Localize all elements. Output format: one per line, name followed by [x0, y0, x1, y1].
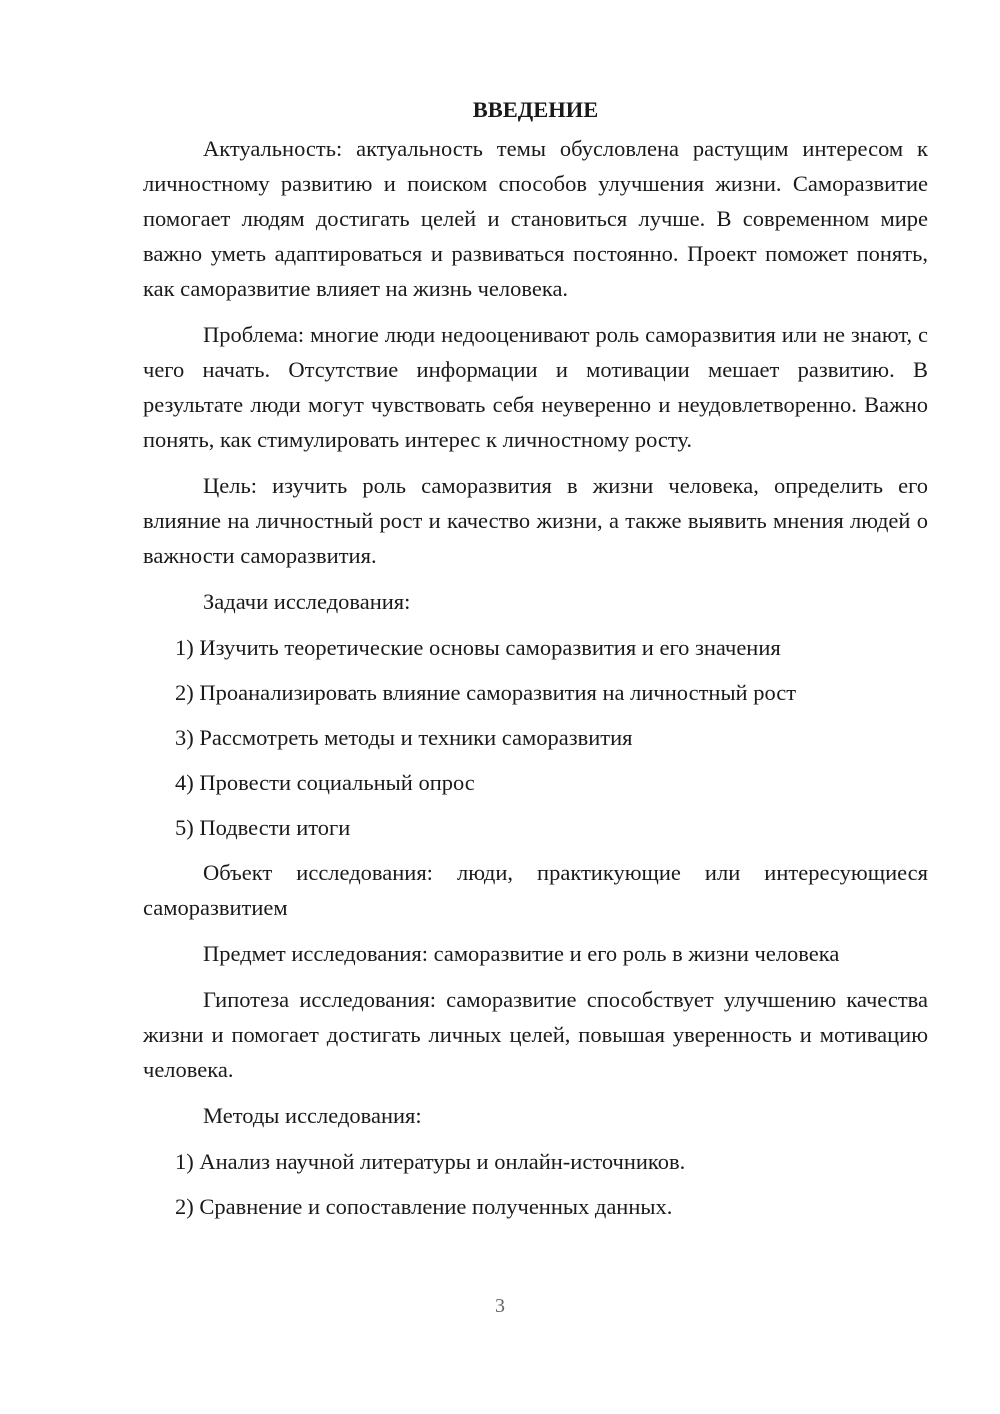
relevance-paragraph: Актуальность: актуальность темы обусловлена растущим интересом к личностному развитию и поиском способов улучшения жизни. Саморазвитие помогает людям достигать целей и становиться лучше. В современном мире важно уметь адаптироваться и развиваться постоянно. Проект поможет понять, как саморазвитие влияет на жизнь человека. — [143, 136, 928, 301]
method-item: 1) Анализ научной литературы и онлайн-источников. — [175, 1149, 686, 1174]
goal-paragraph: Цель: изучить роль саморазвития в жизни человека, определить его влияние на личностный рост и качество жизни, а также выявить мнения людей о важности саморазвития. — [143, 473, 928, 568]
section-title: ВВЕДЕНИЕ — [472, 97, 599, 122]
method-item: 2) Сравнение и сопоставление полученных данных. — [175, 1194, 673, 1219]
object-paragraph: Объект исследования: люди, практикующие или интересующиеся саморазвитием — [143, 860, 928, 920]
page-content — [143, 92, 928, 1234]
tasks-heading: Задачи исследования: — [203, 589, 411, 614]
subject-paragraph: Предмет исследования: саморазвитие и его роль в жизни человека — [203, 941, 840, 966]
hypothesis-paragraph: Гипотеза исследования: саморазвитие способствует улучшению качества жизни и помогает достигать личных целей, повышая уверенность и мотивацию человека. — [143, 987, 928, 1082]
problem-paragraph: Проблема: многие люди недооценивают роль саморазвития или не знают, с чего начать. Отсутствие информации и мотивации мешает развитию. В результате люди могут чувствовать себя неуверенно и неудовлетворенно. Важно понять, как стимулировать интерес к личностному росту. — [143, 322, 928, 452]
task-item: 4) Провести социальный опрос — [175, 770, 475, 795]
page-number: 3 — [495, 1295, 505, 1317]
task-item: 5) Подвести итоги — [175, 815, 351, 840]
task-item: 2) Проанализировать влияние саморазвития на личностный рост — [175, 680, 797, 705]
methods-list — [143, 1144, 928, 1224]
methods-heading: Методы исследования: — [203, 1103, 422, 1128]
tasks-list — [143, 630, 928, 845]
task-item: 3) Рассмотреть методы и техники саморазвития — [175, 725, 633, 750]
task-item: 1) Изучить теоретические основы саморазвития и его значения — [175, 635, 781, 660]
